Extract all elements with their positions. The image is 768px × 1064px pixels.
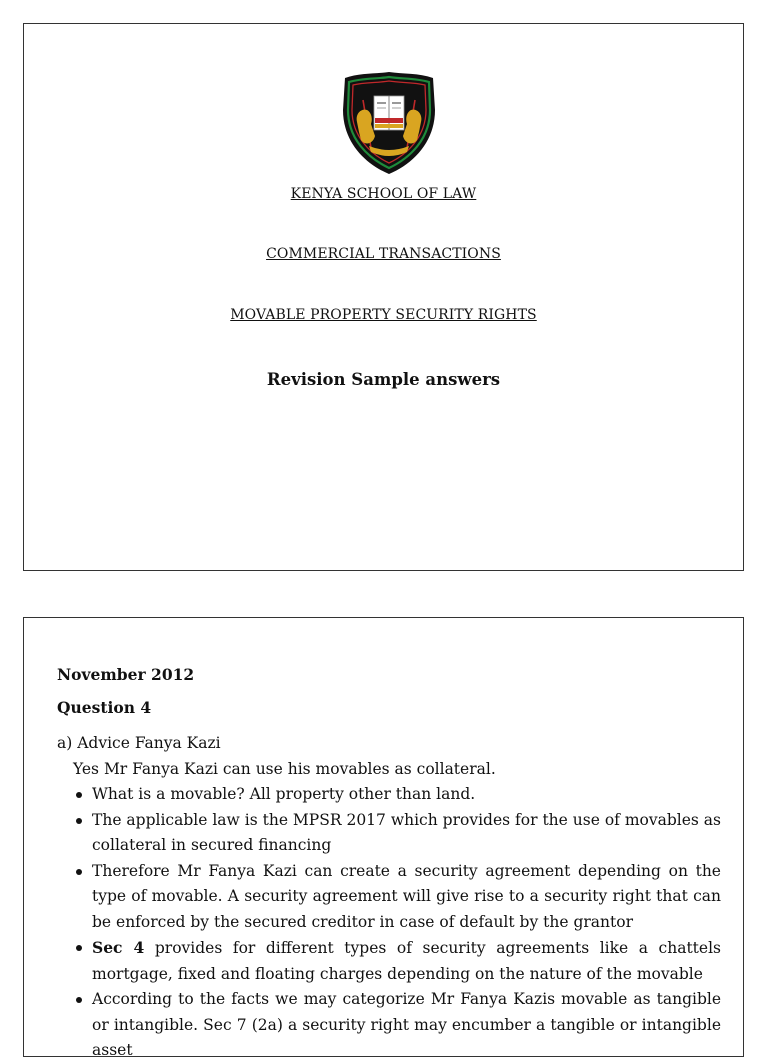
list-item: The applicable law is the MPSR 2017 which provides for the use of movables as collateral in secured financing [57, 808, 721, 859]
document-subtitle: Revision Sample answers [266, 370, 501, 389]
list-item: Sec 4 provides for different types of security agreements like a chattels mortgage, fixed and floating charges depending on the nature of the movable [57, 935, 721, 987]
course-title: COMMERCIAL TRANSACTIONS [266, 246, 501, 262]
bullet-list [57, 782, 721, 1064]
topic-title: MOVABLE PROPERTY SECURITY RIGHTS [230, 307, 537, 323]
section-reference: Sec 4 [92, 938, 145, 957]
kenya-school-of-law-seal-icon [341, 70, 437, 176]
intro-paragraph: Yes Mr Fanya Kazi can use his movables as collateral. [73, 759, 496, 778]
cover-page [23, 23, 744, 571]
answer-page [23, 617, 744, 1057]
part-a-heading: a) Advice Fanya Kazi [57, 734, 221, 752]
list-item: Therefore Mr Fanya Kazi can create a security agreement depending on the type of movable. A security agreement will give rise to a security right that can be enforced by the secured creditor in case of default by the grantor [57, 859, 721, 936]
institution-name: KENYA SCHOOL OF LAW [290, 186, 477, 202]
list-item: What is a movable? All property other than land. [57, 782, 721, 808]
question-heading: Question 4 [57, 698, 152, 717]
list-item: According to the facts we may categorize Mr Fanya Kazis movable as tangible or intangible. Sec 7 (2a) a security right may encumber a tangible or intangible asset [57, 987, 721, 1064]
exam-heading: November 2012 [57, 665, 195, 684]
answer-content [57, 665, 721, 1064]
